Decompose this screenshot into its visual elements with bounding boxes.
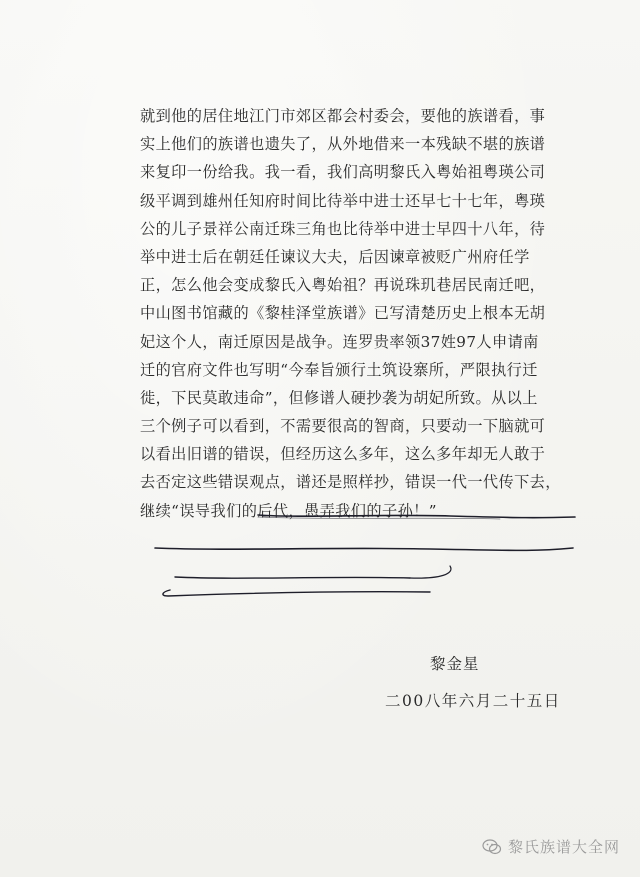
signature-name: 黎金星 (430, 655, 480, 673)
text-line: 级平调到雄州任知府时间比待举中进士还早七十七年，粤瑛 (140, 191, 546, 210)
text-line: 迁的官府文件也写明“今奉旨颁行土筑设寨所，严限执行迁 (140, 360, 538, 379)
text-line: 以看出旧谱的错误，但经历这么多年，这么多年却无人敢于 (140, 445, 546, 464)
text-line: 来复印一份给我。我一看，我们高明黎氏入粤始祖粤瑛公司 (140, 163, 546, 182)
underline-stroke (155, 548, 573, 550)
watermark-text: 黎氏族谱大全网 (507, 838, 620, 856)
underline-stroke (163, 590, 430, 596)
signature-date: 二00八年六月二十五日 (385, 692, 561, 710)
wechat-icon (482, 839, 502, 855)
text-line: 公的儿子景祥公南迁珠三角也比待举中进士早四十八年，待 (140, 219, 546, 238)
text-line: 徙，下民莫敢违命”，但修谱人硬抄袭为胡妃所致。从以上 (140, 388, 538, 407)
text-line: 正，怎么他会变成黎氏入粤始祖？再说珠玑巷居民南迁吧， (140, 276, 546, 295)
text-line: 去否定这些错误观点，谱还是照样抄，错误一代一代传下去， (140, 473, 561, 492)
underline-stroke (410, 566, 451, 578)
text-line: 三个例子可以看到，不需要很高的智商，只要动一下脑就可 (140, 417, 546, 436)
letter-body (140, 102, 560, 525)
text-line: 妃这个人，南迁原因是战争。连罗贵率领37姓97人申请南 (140, 332, 539, 351)
text-line: 中山图书馆藏的《黎桂泽堂族谱》已写清楚历史上根本无胡 (140, 304, 546, 323)
text-line: 继续“误导我们的后代，愚弄我们的子孙！” (140, 501, 437, 520)
underline-stroke (175, 577, 410, 578)
watermark (482, 836, 620, 857)
text-line: 举中进士后在朝廷任谏议大夫，后因谏章被贬广州府任学 (140, 247, 530, 266)
text-line: 实上他们的族谱也遗失了，从外地借来一本残缺不堪的族谱 (140, 135, 546, 154)
text-line: 就到他的居住地江门市郊区都会村委会，要他的族谱看，事 (140, 107, 546, 125)
